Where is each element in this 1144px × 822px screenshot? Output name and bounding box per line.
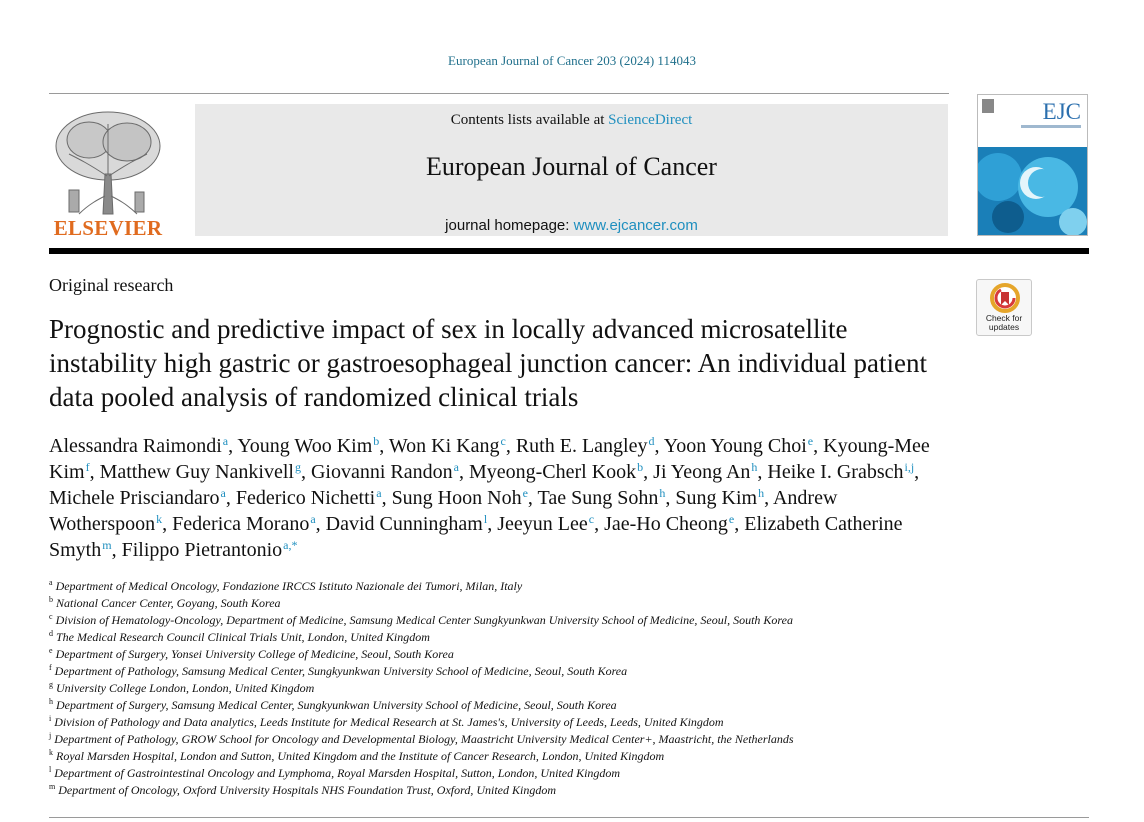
affiliation-item [49,646,1049,663]
author-affiliation-link[interactable]: h [751,460,758,474]
journal-title: European Journal of Cancer [426,152,717,181]
affiliation-key: i [49,714,52,723]
affiliation-item [49,697,1049,714]
author-name[interactable]: Michele Prisciandaro [49,487,220,509]
affiliation-text: Department of Gastrointestinal Oncology and Lymphoma, Royal Marsden Hospital, Sutton, London, United Kingdom [54,766,621,780]
author-affiliation-link[interactable]: d [648,434,655,448]
author-affiliation-link[interactable]: e [522,486,528,500]
author-name[interactable]: Heike I. Grabsch [767,461,904,483]
article-type: Original research [49,275,174,295]
affiliation-list [49,578,1049,799]
affiliation-item [49,612,1049,629]
author-name[interactable]: Myeong-Cherl Kook [468,461,637,483]
author-name[interactable]: Won Ki Kang [388,435,500,457]
affiliation-text: Division of Hematology-Oncology, Department of Medicine, Samsung Medical Center Sungkyunkwan University School of Medicine, Seoul, South Korea [55,613,793,627]
author-affiliation-link[interactable]: m [102,538,112,552]
header-thick-rule [49,248,1089,254]
affiliation-item [49,578,1049,595]
affiliation-text: Department of Medical Oncology, Fondazione IRCCS Istituto Nazionale dei Tumori, Milan, Italy [55,579,523,593]
affiliation-text: Division of Pathology and Data analytics, Leeds Institute for Medical Research at St. James's, University of Leeds, Leeds, United Kingdom [54,715,724,729]
affiliation-key: d [49,629,53,638]
author-name[interactable]: Sung Hoon Noh [391,487,522,509]
author-name[interactable]: Ji Yeong An [653,461,751,483]
affiliation-key: f [49,663,52,672]
author-name[interactable]: Federica Morano [172,513,310,535]
author-name[interactable]: Ruth E. Langley [515,435,648,457]
contents-prefix: Contents lists available at [450,112,609,128]
author-affiliation-link[interactable]: a [310,512,316,526]
affiliation-item [49,680,1049,697]
check-for-updates-button[interactable] [976,279,1032,336]
affiliation-text: Royal Marsden Hospital, London and Sutton, United Kingdom and the Institute of Cancer Research, London, United Kingdom [56,749,665,763]
sciencedirect-link[interactable]: ScienceDirect [608,112,693,128]
affiliation-key: l [49,765,52,774]
check-updates-label: Check for updates [985,313,1023,332]
author-affiliation-link[interactable]: c [588,512,595,526]
author-name[interactable]: Jeeyun Lee [497,513,588,535]
affiliation-item [49,663,1049,680]
author-affiliation-link[interactable]: i,j [904,460,915,474]
author-affiliation-link[interactable]: e [807,434,814,448]
author-name[interactable]: Jae-Ho Cheong [604,513,728,535]
author-affiliation-link[interactable]: a [222,434,229,448]
author-name[interactable]: Federico Nichetti [235,487,376,509]
footer-divider [49,817,1089,818]
journal-citation[interactable]: European Journal of Cancer 203 (2024) 114043 [448,53,696,68]
affiliation-key: a [49,578,53,587]
author-name[interactable]: Giovanni Randon [310,461,453,483]
author-name[interactable]: David Cunningham [325,513,483,535]
cover-image [978,147,1087,236]
author-name[interactable]: Alessandra Raimondi [49,435,222,457]
check-updates-icon [977,280,1033,314]
author-name[interactable]: Elizabeth Catherine Smyth [49,513,903,561]
affiliation-text: Department of Oncology, Oxford University Hospitals NHS Foundation Trust, Oxford, United Kingdom [58,783,556,797]
author-affiliation-link[interactable]: b [637,460,644,474]
journal-banner [195,104,948,236]
affiliation-item [49,629,1049,646]
author-affiliation-link[interactable]: a,* [283,538,298,552]
affiliation-text: Department of Surgery, Samsung Medical Center, Sungkyunkwan University School of Medicine, Seoul, South Korea [56,698,617,712]
author-affiliation-link[interactable]: h [758,486,765,500]
author-name[interactable]: Kyoung-Mee Kim [49,435,930,483]
affiliation-key: h [49,697,53,706]
affiliation-text: Department of Surgery, Yonsei University College of Medicine, Seoul, South Korea [55,647,454,661]
affiliation-item [49,765,1049,782]
affiliation-item [49,595,1049,612]
author-name[interactable]: Tae Sung Sohn [537,487,659,509]
author-affiliation-link[interactable]: f [85,460,90,474]
journal-cover[interactable] [977,94,1088,236]
homepage-prefix: journal homepage: [445,217,574,234]
affiliation-text: Department of Pathology, GROW School for Oncology and Developmental Biology, Maastricht University Medical Center+, Maastricht, the Netherlands [54,732,794,746]
affiliation-key: b [49,595,53,604]
affiliation-item [49,714,1049,731]
cover-ejc-label: EJC [1042,99,1081,124]
affiliation-item [49,731,1049,748]
cover-publisher-mark [982,99,994,113]
header-divider [49,93,949,94]
journal-homepage [195,217,948,234]
affiliation-key: e [49,646,53,655]
article-title: Prognostic and predictive impact of sex in locally advanced microsatellite instability high gastric or gastroesophageal junction cancer: An individual patient data pooled analysis of randomized clinical trials [49,314,928,412]
homepage-link[interactable]: www.ejcancer.com [573,217,698,234]
affiliation-item [49,782,1049,799]
cover-subtitle-bar [1021,125,1081,128]
affiliation-key: c [49,612,53,621]
author-name[interactable]: Young Woo Kim [237,435,373,457]
affiliation-text: National Cancer Center, Goyang, South Korea [56,596,281,610]
author-affiliation-link[interactable]: h [659,486,666,500]
affiliation-item [49,748,1049,765]
author-affiliation-link[interactable]: l [483,512,488,526]
author-affiliation-link[interactable]: a [376,486,382,500]
elsevier-wordmark: ELSEVIER [53,216,163,240]
author-name[interactable]: Sung Kim [675,487,758,509]
affiliation-text: The Medical Research Council Clinical Trials Unit, London, United Kingdom [56,630,430,644]
author-list: Alessandra Raimondi$^a$, Young Woo Kim$^b$, Won Ki Kang$^c$, Ruth E. Langley$^d$, Yoon Young Choi$^e$, Kyoung-Mee Kim$^f$, Matthew Guy Nankivell$^g$, Giovanni Randon$^a$, Myeong-Cherl Kook$^b$, Ji Yeong An$^h$, Heike I. Grabsch$^{i,j}$, Michele Prisciandaro$^a$, Federico Nichetti$^a$, Sung Hoon Noh$^e$, Tae Sung Sohn$^h$, Sung Kim$^h$, Andrew Wotherspoon$^k$, Federica Morano$^a$, David Cunningham$^l$, Jeeyun Lee$^c$, Jae-Ho Cheong$^e$, Elizabeth Catherine Smyth$^m$, Filippo Pietrantonio$^{a,*}$ [49,434,930,561]
author-name[interactable]: Andrew Wotherspoon [49,487,838,535]
author-name[interactable]: Matthew Guy Nankivell [99,461,294,483]
author-affiliation-link[interactable]: g [294,460,301,474]
author-affiliation-link[interactable]: a [220,486,226,500]
affiliation-key: k [49,748,53,757]
contents-line [195,112,948,129]
author-affiliation-link[interactable]: c [500,434,506,448]
affiliation-text: Department of Pathology, Samsung Medical Center, Sungkyunkwan University School of Medicine, Seoul, South Korea [54,664,628,678]
author-name[interactable]: Filippo Pietrantonio [121,539,283,561]
affiliation-key: g [49,680,53,689]
affiliation-text: University College London, London, United Kingdom [56,681,315,695]
author-affiliation-link[interactable]: e [728,512,735,526]
affiliation-key: j [49,731,52,740]
affiliation-key: m [49,782,56,791]
author-name[interactable]: Yoon Young Choi [663,435,807,457]
author-affiliation-link[interactable]: a [453,460,459,474]
author-affiliation-link[interactable]: b [373,434,380,448]
author-affiliation-link[interactable]: k [156,512,163,526]
